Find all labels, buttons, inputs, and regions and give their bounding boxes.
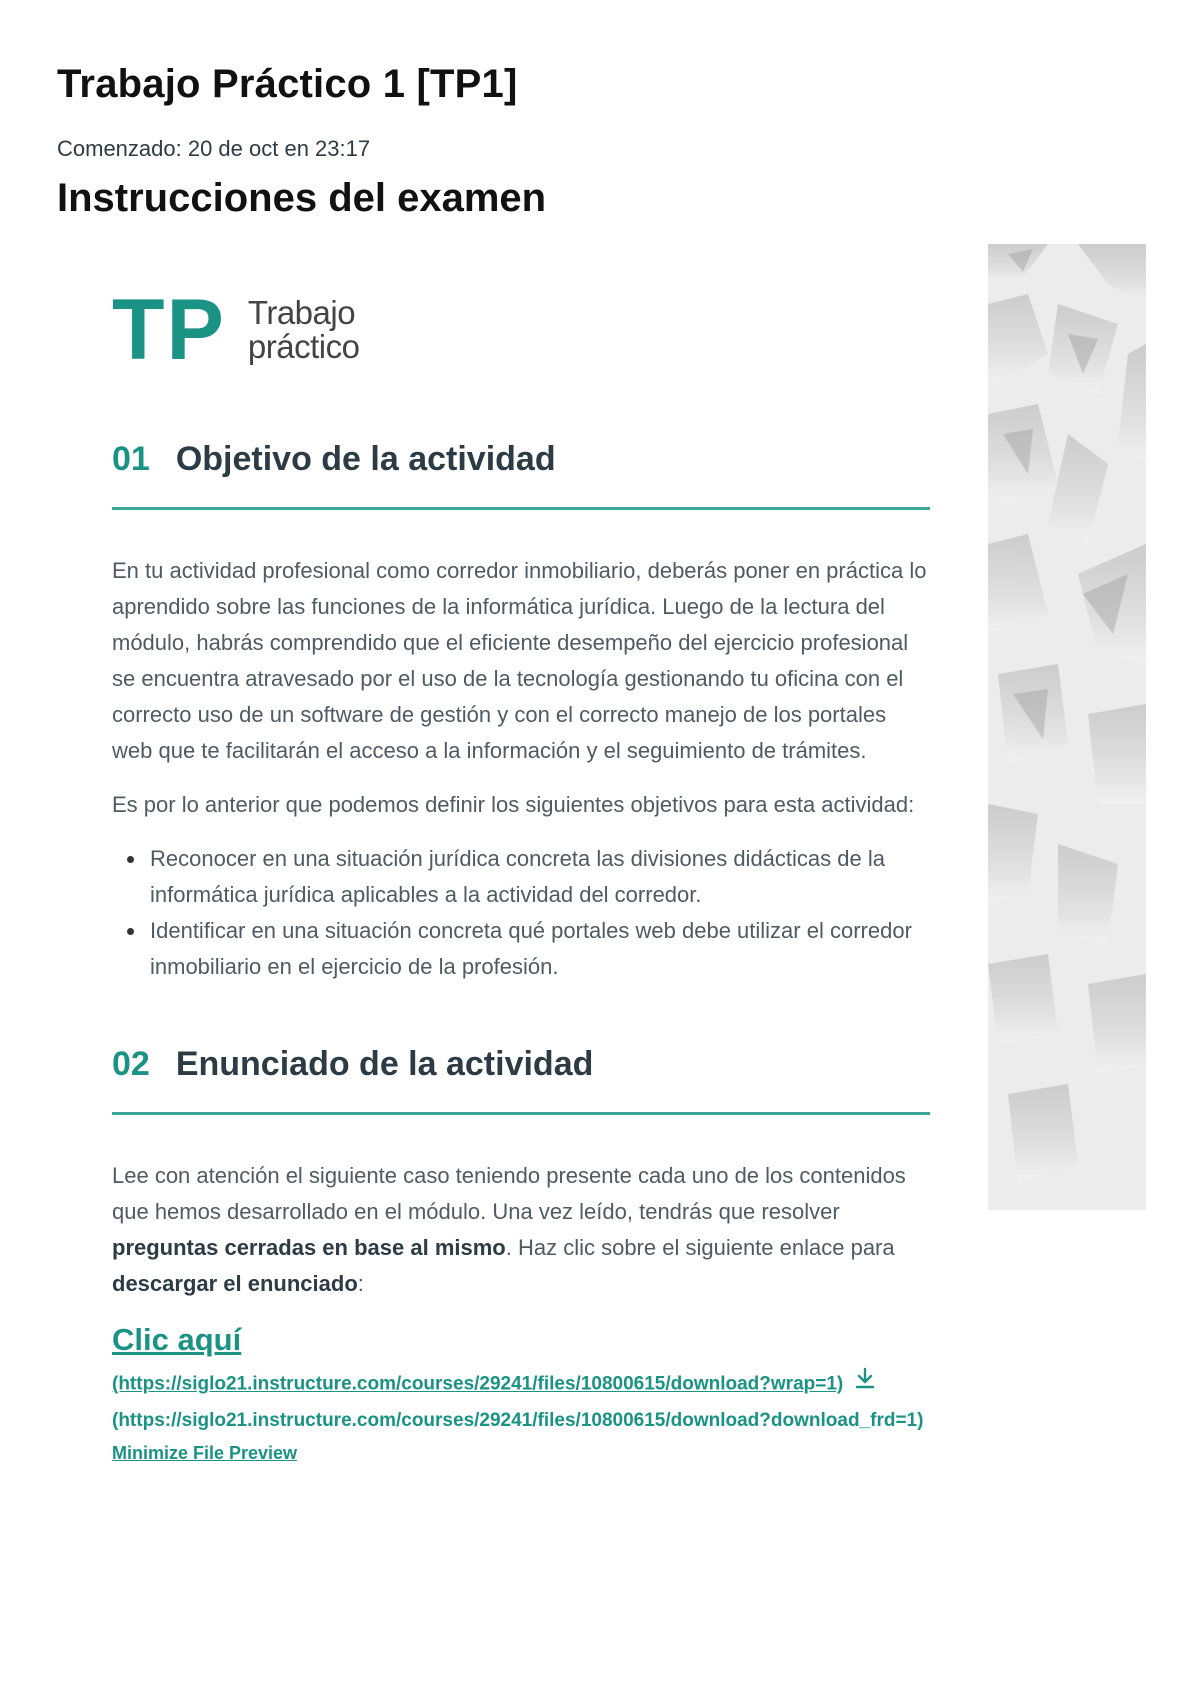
list-item: Identificar en una situación concreta qué portales web debe utilizar el corredor inmobiliario en el ejercicio de la profesión. [112, 913, 930, 985]
text-b: . Haz clic sobre el siguiente enlace para [505, 1235, 895, 1260]
logo-line1: Trabajo [247, 294, 356, 331]
minimize-file-preview-link[interactable]: Minimize File Preview [112, 1443, 298, 1463]
text-a: Lee con atención el siguiente caso teniendo presente cada uno de los contenidos que hemos desarrollado en el módulo. Una vez leído, tendrás que resolver [112, 1163, 906, 1224]
section1-divider [112, 507, 930, 510]
section2-paragraph [112, 1158, 930, 1302]
concrete-pattern-image [988, 244, 1146, 1210]
tp-logo [112, 282, 930, 378]
logo-text [248, 296, 360, 364]
logo-line2: práctico [247, 328, 360, 365]
download-link-url[interactable] [112, 1366, 930, 1403]
started-timestamp: Comenzado: 20 de oct en 23:17 [57, 136, 371, 161]
section1-title: Objetivo de la actividad [175, 440, 556, 478]
objectives-list [112, 841, 930, 985]
section2-number: 02 [112, 1045, 150, 1083]
section1-number: 01 [112, 440, 150, 478]
instructions-title: Instrucciones del examen [57, 176, 547, 220]
logo-mark: TP [112, 282, 226, 378]
decorative-side-image [988, 244, 1146, 1210]
link-url-1[interactable]: (https://siglo21.instructure.com/courses/29241/files/10800615/download?wrap=1) [112, 1373, 844, 1395]
section2-divider [112, 1112, 930, 1115]
section1-heading [112, 440, 930, 479]
bold-b: descargar el enunciado [112, 1271, 358, 1296]
section2-heading [112, 1045, 930, 1084]
download-icon[interactable] [853, 1366, 877, 1403]
download-link[interactable]: Clic aquí [112, 1322, 242, 1357]
page-title: Trabajo Práctico 1 [TP1] [57, 62, 518, 106]
section1-paragraph1: En tu actividad profesional como corredor inmobiliario, deberás poner en práctica lo aprendido sobre las funciones de la informática jurídica. Luego de la lectura del módulo, habrás comprendido que el eficiente desempeño del ejercicio profesional se encuentra atravesado por el uso de la tecnología gestionando tu oficina con el correcto uso de un software de gestión y con el correcto manejo de los portales web que te facilitarán el acceso a la información y el seguimiento de trámites. [112, 558, 927, 763]
section2-title: Enunciado de la actividad [175, 1045, 594, 1083]
download-direct-url[interactable]: (https://siglo21.instructure.com/courses/29241/files/10800615/download?download_frd=1) [112, 1410, 924, 1431]
text-c: : [357, 1271, 364, 1296]
main-content [112, 282, 930, 1464]
bold-a: preguntas cerradas en base al mismo [112, 1235, 506, 1260]
list-item: Reconocer en una situación jurídica concreta las divisiones didácticas de la informática jurídica aplicables a la actividad del corredor. [112, 841, 930, 913]
section1-paragraph2: Es por lo anterior que podemos definir los siguientes objetivos para esta actividad: [112, 792, 915, 817]
